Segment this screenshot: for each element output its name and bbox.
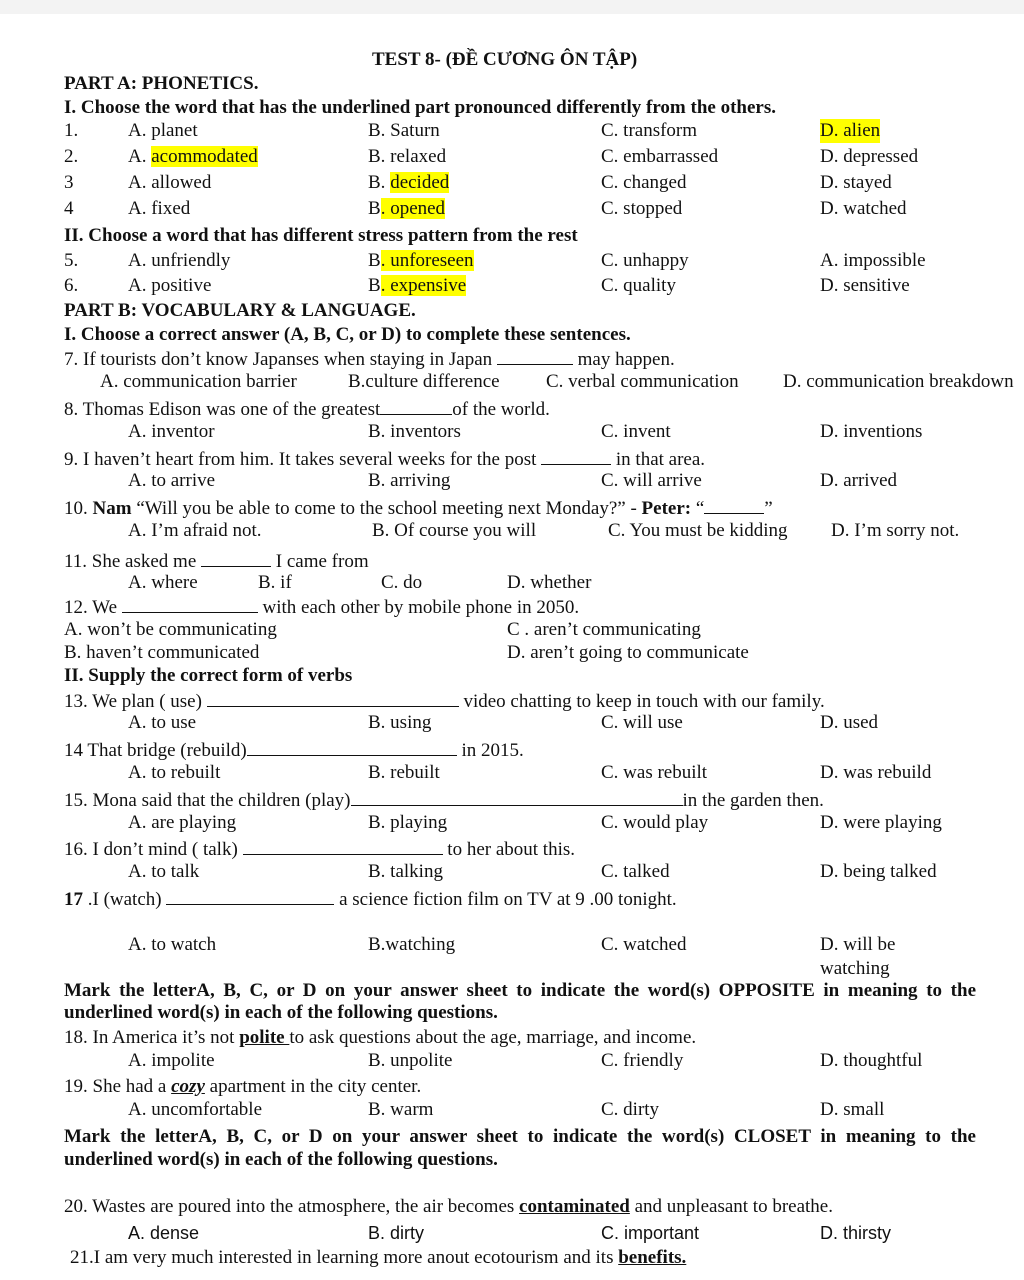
top-strip	[0, 0, 1024, 14]
option-c: C. will arrive	[601, 470, 702, 491]
option-b: B. expensive	[368, 275, 467, 296]
option-d: D. arrived	[820, 470, 898, 491]
option-d: D. depressed	[820, 146, 919, 167]
option-d: D. will be watching	[820, 934, 896, 979]
section-choose-instruction: I. Choose a correct answer (A, B, C, or D) to complete these sentences.	[64, 324, 631, 345]
option-c: C. transform	[601, 120, 698, 141]
option-c: C. unhappy	[601, 250, 689, 271]
option-b: B. if	[258, 572, 292, 593]
option-a: A. to use	[128, 712, 197, 733]
question-15: 15. Mona said that the children (play) in the garden then.	[64, 787, 824, 813]
question-7: 7. If tourists don’t know Japanses when staying in Japan may happen.	[64, 346, 675, 372]
option-d: D. whether	[507, 572, 592, 593]
option-d: D. small	[820, 1099, 885, 1120]
option-b: B. haven’t communicated	[64, 642, 260, 663]
highlighted-answer: decided	[390, 172, 450, 193]
option-b: B. dirty	[368, 1223, 425, 1243]
option-c: C. friendly	[601, 1050, 684, 1071]
question-14: 14 That bridge (rebuild) in 2015.	[64, 737, 524, 763]
option-b: B. playing	[368, 812, 448, 833]
option-b: B. relaxed	[368, 146, 447, 167]
question-10: 10. Nam “Will you be able to come to the school meeting next Monday?” - Peter: “ ”	[64, 495, 773, 521]
option-d: D. were playing	[820, 812, 942, 833]
option-a: A. to rebuilt	[128, 762, 221, 783]
option-a: A. unfriendly	[128, 250, 231, 271]
question-18: 18. In America it’s not polite to ask questions about the age, marriage, and income.	[64, 1027, 697, 1048]
option-b: B. warm	[368, 1099, 434, 1120]
option-d-highlighted: D. alien	[820, 120, 881, 141]
option-b: B. Of course you will	[372, 520, 537, 541]
question-number: 5.	[64, 250, 79, 271]
option-a: A. planet	[128, 120, 198, 141]
option-c: C. verbal communication	[546, 371, 739, 392]
question-16: 16. I don’t mind ( talk) to her about this.	[64, 836, 575, 862]
option-d: D. watched	[820, 198, 907, 219]
option-d: D. I’m sorry not.	[831, 520, 960, 541]
option-a: A. inventor	[128, 421, 215, 442]
option-d: D. stayed	[820, 172, 892, 193]
option-a: A. communication barrier	[100, 371, 297, 392]
option-b: B. using	[368, 712, 432, 733]
part-a-heading: PART A: PHONETICS.	[64, 73, 259, 94]
option-a: A. dense	[128, 1223, 200, 1243]
highlighted-answer: . unforeseen	[380, 250, 474, 271]
option-d: D. being talked	[820, 861, 937, 882]
question-20: 20. Wastes are poured into the atmosphere, the air becomes contaminated and unpleasant to breathe.	[64, 1196, 833, 1217]
option-c: C. important	[601, 1223, 700, 1243]
option-d: D. used	[820, 712, 879, 733]
section-verbs-instruction: II. Supply the correct form of verbs	[64, 665, 353, 686]
option-b: B.culture difference	[348, 371, 500, 392]
question-21: 21.I am very much interested in learning more anout ecotourism and its benefits.	[70, 1247, 687, 1268]
question-number: 3	[64, 172, 74, 193]
option-a: A. I’m afraid not.	[128, 520, 262, 541]
option-a: A. impolite	[128, 1050, 215, 1071]
question-number: 6.	[64, 275, 79, 296]
option-c: C. watched	[601, 934, 687, 955]
option-d: A. impossible	[820, 250, 926, 271]
underlined-word: polite	[239, 1027, 290, 1048]
option-a: A. where	[128, 572, 198, 593]
option-c: C. dirty	[601, 1099, 660, 1120]
option-b: B. rebuilt	[368, 762, 440, 783]
option-a: A. to watch	[128, 934, 217, 955]
option-c: C. changed	[601, 172, 687, 193]
option-b: B. unforeseen	[368, 250, 474, 271]
option-c: C . aren’t communicating	[507, 619, 701, 640]
highlighted-answer: . expensive	[380, 275, 467, 296]
option-b: B. Saturn	[368, 120, 440, 141]
option-c: C. would play	[601, 812, 709, 833]
question-9: 9. I haven’t heart from him. It takes several weeks for the post in that area.	[64, 446, 705, 472]
option-d: D. was rebuild	[820, 762, 932, 783]
question-17: 17 .I (watch) a science fiction film on TV at 9 .00 tonight.	[64, 886, 677, 912]
opposite-instruction: Mark the letterA, B, C, or D on your answer sheet to indicate the word(s) OPPOSITE in meaning to the underlined word(s) in each of the following questions.	[64, 980, 976, 1023]
question-number: 1.	[64, 120, 79, 141]
question-number: 2.	[64, 146, 79, 167]
part-b-heading: PART B: VOCABULARY & LANGUAGE.	[64, 300, 416, 321]
option-c: C. talked	[601, 861, 670, 882]
option-c: C. invent	[601, 421, 671, 442]
option-c: C. You must be kidding	[608, 520, 788, 541]
page-title: TEST 8- (ĐỀ CƯƠNG ÔN TẬP)	[372, 49, 638, 70]
option-d: D. thirsty	[820, 1223, 892, 1243]
option-a: A. uncomfortable	[128, 1099, 263, 1120]
question-13: 13. We plan ( use) video chatting to keep in touch with our family.	[64, 688, 825, 714]
question-number: 4	[64, 198, 74, 219]
option-b: B. opened	[368, 198, 446, 219]
option-a: A. allowed	[128, 172, 212, 193]
question-11: 11. She asked me I came from	[64, 548, 369, 574]
question-19: 19. She had a cozy apartment in the city center.	[64, 1076, 422, 1097]
option-c: C. do	[381, 572, 423, 593]
option-a: A. fixed	[128, 198, 191, 219]
option-d: D. sensitive	[820, 275, 910, 296]
highlighted-answer: acommodated	[151, 146, 258, 167]
option-c: C. stopped	[601, 198, 683, 219]
underlined-word: cozy	[171, 1076, 205, 1097]
option-a: A. positive	[128, 275, 212, 296]
option-d: D. aren’t going to communicate	[507, 642, 749, 663]
closest-instruction: Mark the letterA, B, C, or D on your answer sheet to indicate the word(s) CLOSET in meaning to the underlined word(s) in each of the following questions.	[64, 1126, 976, 1170]
option-d: D. thoughtful	[820, 1050, 923, 1071]
question-8: 8. Thomas Edison was one of the greatest of the world.	[64, 396, 550, 422]
option-c: C. embarrassed	[601, 146, 719, 167]
underlined-word: benefits.	[618, 1247, 687, 1268]
option-a: A. to talk	[128, 861, 200, 882]
option-b: B. unpolite	[368, 1050, 453, 1071]
highlighted-answer: . opened	[380, 198, 446, 219]
option-a: A. acommodated	[128, 146, 258, 167]
option-c: C. was rebuilt	[601, 762, 708, 783]
option-b: B. inventors	[368, 421, 461, 442]
question-12: 12. We with each other by mobile phone in 2050.	[64, 594, 579, 620]
option-a: A. to arrive	[128, 470, 216, 491]
section-stress-instruction: II. Choose a word that has different stress pattern from the rest	[64, 225, 578, 246]
underlined-word: contaminated	[519, 1196, 630, 1217]
option-c: C. will use	[601, 712, 683, 733]
section-phonetics-instruction: I. Choose the word that has the underlined part pronounced differently from the others.	[64, 97, 776, 118]
option-b: B. arriving	[368, 470, 451, 491]
option-a: A. won’t be communicating	[64, 619, 277, 640]
option-d: D. inventions	[820, 421, 923, 442]
option-b: B.watching	[368, 934, 456, 955]
option-b: B. talking	[368, 861, 443, 882]
option-c: C. quality	[601, 275, 676, 296]
option-a: A. are playing	[128, 812, 237, 833]
option-b: B. decided	[368, 172, 450, 193]
option-d: D. communication breakdown	[783, 371, 1014, 392]
